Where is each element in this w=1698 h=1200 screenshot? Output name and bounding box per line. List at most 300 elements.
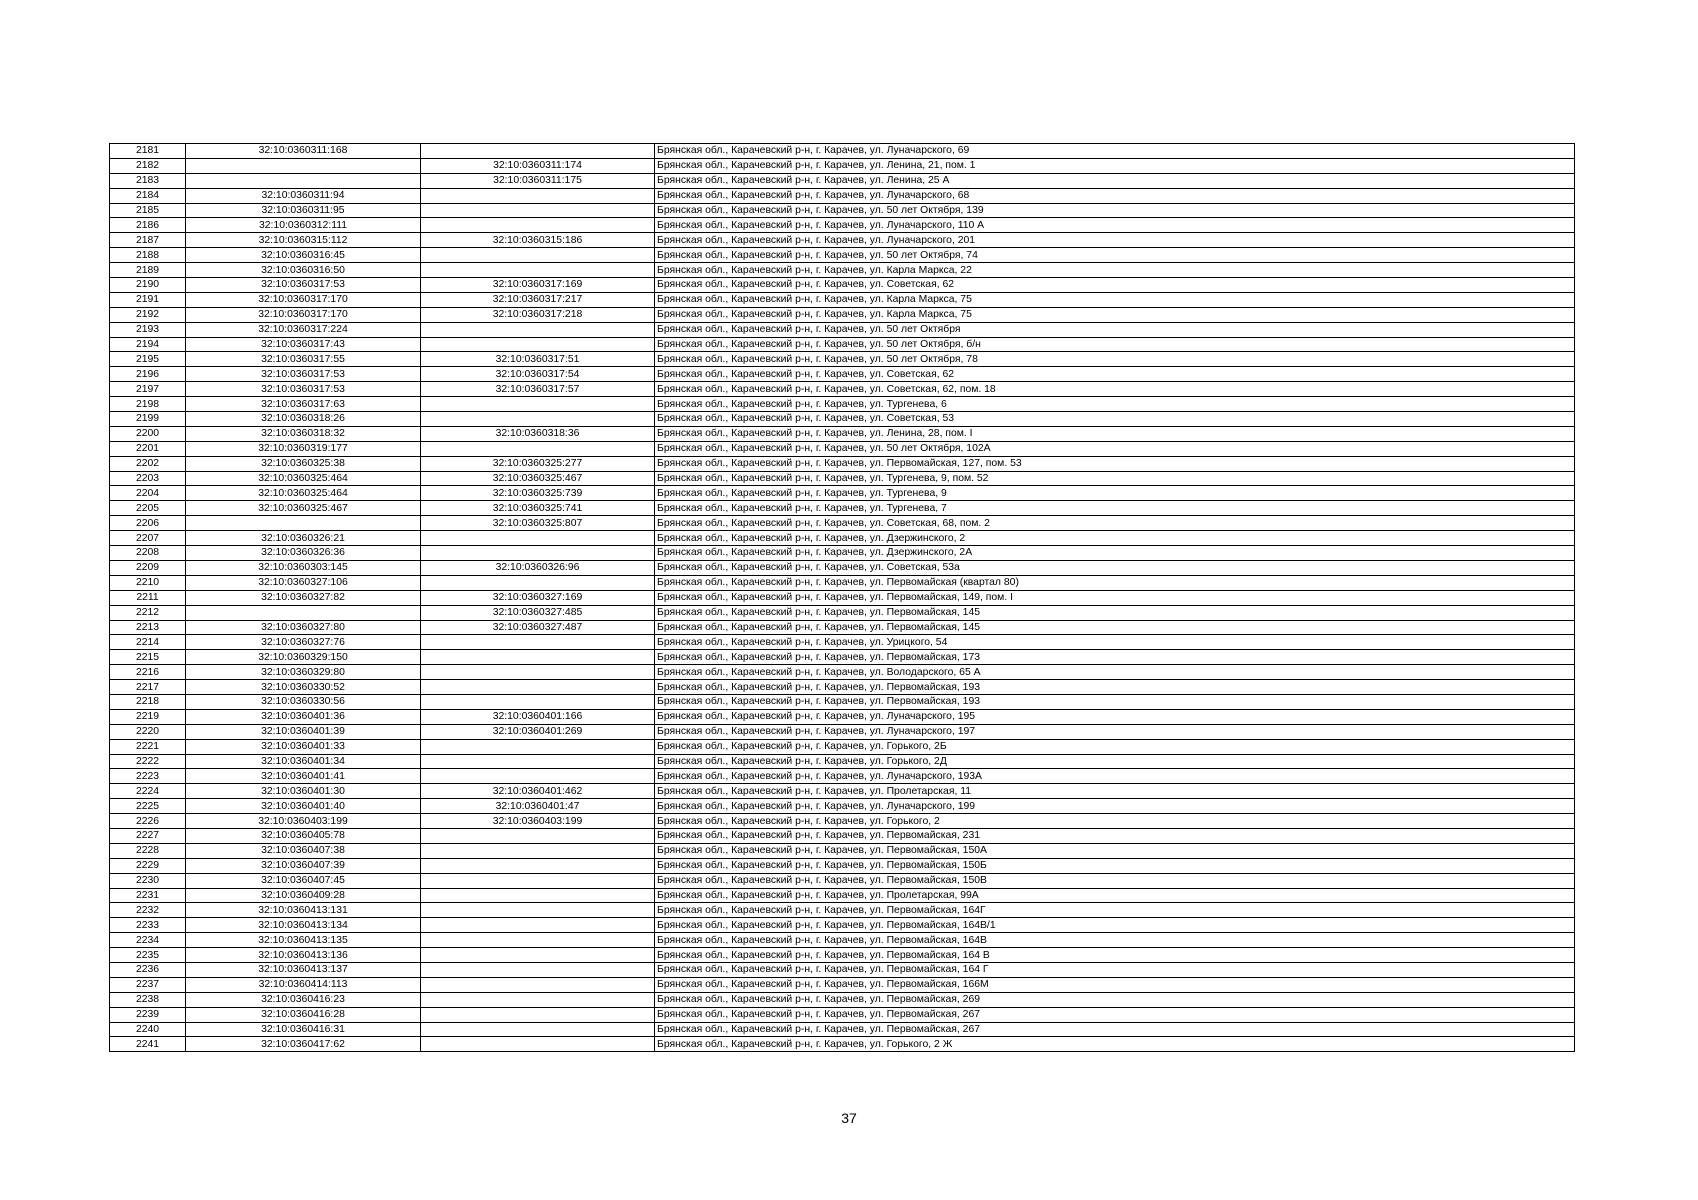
address-cell: Брянская обл., Карачевский р-н, г. Карачев, ул. Советская, 68, пом. 2 [655, 516, 1575, 531]
building-cadastral-number-cell [421, 412, 655, 427]
land-cadastral-number-cell: 32:10:0360416:23 [186, 992, 421, 1007]
land-cadastral-number-cell: 32:10:0360403:199 [186, 814, 421, 829]
address-cell: Брянская обл., Карачевский р-н, г. Карачев, ул. Ленина, 21, пом. 1 [655, 158, 1575, 173]
row-number-cell: 2199 [110, 412, 186, 427]
land-cadastral-number-cell: 32:10:0360317:53 [186, 278, 421, 293]
building-cadastral-number-cell: 32:10:0360327:487 [421, 620, 655, 635]
building-cadastral-number-cell [421, 948, 655, 963]
building-cadastral-number-cell [421, 531, 655, 546]
building-cadastral-number-cell [421, 322, 655, 337]
table-row [110, 382, 1575, 397]
land-cadastral-number-cell: 32:10:0360317:53 [186, 367, 421, 382]
building-cadastral-number-cell: 32:10:0360325:277 [421, 456, 655, 471]
row-number-cell: 2218 [110, 694, 186, 709]
table-row [110, 248, 1575, 263]
land-cadastral-number-cell: 32:10:0360316:50 [186, 263, 421, 278]
row-number-cell: 2210 [110, 575, 186, 590]
table-row [110, 501, 1575, 516]
building-cadastral-number-cell [421, 575, 655, 590]
land-cadastral-number-cell: 32:10:0360311:168 [186, 144, 421, 159]
row-number-cell: 2212 [110, 605, 186, 620]
building-cadastral-number-cell [421, 754, 655, 769]
address-cell: Брянская обл., Карачевский р-н, г. Карачев, ул. Советская, 62, пом. 18 [655, 382, 1575, 397]
row-number-cell: 2204 [110, 486, 186, 501]
land-cadastral-number-cell: 32:10:0360311:94 [186, 188, 421, 203]
address-cell: Брянская обл., Карачевский р-н, г. Карачев, ул. Советская, 62 [655, 278, 1575, 293]
building-cadastral-number-cell [421, 144, 655, 159]
table-row [110, 516, 1575, 531]
building-cadastral-number-cell [421, 843, 655, 858]
table-row [110, 1007, 1575, 1022]
registry-table [109, 143, 1575, 1052]
building-cadastral-number-cell: 32:10:0360403:199 [421, 814, 655, 829]
table-row [110, 903, 1575, 918]
building-cadastral-number-cell: 32:10:0360327:485 [421, 605, 655, 620]
row-number-cell: 2196 [110, 367, 186, 382]
row-number-cell: 2228 [110, 843, 186, 858]
address-cell: Брянская обл., Карачевский р-н, г. Карачев, ул. 50 лет Октября, 78 [655, 352, 1575, 367]
land-cadastral-number-cell: 32:10:0360317:43 [186, 337, 421, 352]
land-cadastral-number-cell: 32:10:0360401:33 [186, 739, 421, 754]
table-row [110, 173, 1575, 188]
address-cell: Брянская обл., Карачевский р-н, г. Карачев, ул. Горького, 2Б [655, 739, 1575, 754]
row-number-cell: 2183 [110, 173, 186, 188]
building-cadastral-number-cell: 32:10:0360401:47 [421, 799, 655, 814]
table-row [110, 843, 1575, 858]
row-number-cell: 2224 [110, 784, 186, 799]
land-cadastral-number-cell: 32:10:0360330:52 [186, 680, 421, 695]
land-cadastral-number-cell: 32:10:0360326:36 [186, 546, 421, 561]
row-number-cell: 2187 [110, 233, 186, 248]
building-cadastral-number-cell [421, 977, 655, 992]
land-cadastral-number-cell: 32:10:0360325:467 [186, 501, 421, 516]
land-cadastral-number-cell [186, 516, 421, 531]
land-cadastral-number-cell: 32:10:0360401:41 [186, 769, 421, 784]
row-number-cell: 2237 [110, 977, 186, 992]
land-cadastral-number-cell: 32:10:0360413:134 [186, 918, 421, 933]
building-cadastral-number-cell: 32:10:0360327:169 [421, 590, 655, 605]
building-cadastral-number-cell: 32:10:0360318:36 [421, 426, 655, 441]
land-cadastral-number-cell: 32:10:0360327:106 [186, 575, 421, 590]
address-cell: Брянская обл., Карачевский р-н, г. Карачев, ул. Первомайская, 164 В [655, 948, 1575, 963]
building-cadastral-number-cell: 32:10:0360317:54 [421, 367, 655, 382]
land-cadastral-number-cell: 32:10:0360417:62 [186, 1037, 421, 1052]
row-number-cell: 2216 [110, 665, 186, 680]
land-cadastral-number-cell: 32:10:0360327:76 [186, 635, 421, 650]
row-number-cell: 2201 [110, 441, 186, 456]
table-row [110, 650, 1575, 665]
building-cadastral-number-cell [421, 1037, 655, 1052]
table-row [110, 918, 1575, 933]
address-cell: Брянская обл., Карачевский р-н, г. Карачев, ул. Луначарского, 110 А [655, 218, 1575, 233]
row-number-cell: 2226 [110, 814, 186, 829]
building-cadastral-number-cell: 32:10:0360317:51 [421, 352, 655, 367]
address-cell: Брянская обл., Карачевский р-н, г. Карачев, ул. Первомайская, 166М [655, 977, 1575, 992]
address-cell: Брянская обл., Карачевский р-н, г. Карачев, ул. Урицкого, 54 [655, 635, 1575, 650]
table-row [110, 144, 1575, 159]
table-row [110, 218, 1575, 233]
land-cadastral-number-cell: 32:10:0360317:224 [186, 322, 421, 337]
address-cell: Брянская обл., Карачевский р-н, г. Карачев, ул. Тургенева, 7 [655, 501, 1575, 516]
row-number-cell: 2238 [110, 992, 186, 1007]
land-cadastral-number-cell: 32:10:0360405:78 [186, 828, 421, 843]
table-row [110, 769, 1575, 784]
building-cadastral-number-cell [421, 1007, 655, 1022]
address-cell: Брянская обл., Карачевский р-н, г. Карачев, ул. Карла Маркса, 75 [655, 292, 1575, 307]
table-row [110, 784, 1575, 799]
row-number-cell: 2232 [110, 903, 186, 918]
row-number-cell: 2220 [110, 724, 186, 739]
row-number-cell: 2191 [110, 292, 186, 307]
address-cell: Брянская обл., Карачевский р-н, г. Карачев, ул. Тургенева, 9 [655, 486, 1575, 501]
row-number-cell: 2203 [110, 471, 186, 486]
row-number-cell: 2202 [110, 456, 186, 471]
table-row [110, 694, 1575, 709]
address-cell: Брянская обл., Карачевский р-н, г. Карачев, ул. Первомайская, 164В/1 [655, 918, 1575, 933]
building-cadastral-number-cell [421, 858, 655, 873]
land-cadastral-number-cell: 32:10:0360329:150 [186, 650, 421, 665]
land-cadastral-number-cell: 32:10:0360318:32 [186, 426, 421, 441]
address-cell: Брянская обл., Карачевский р-н, г. Карачев, ул. Горького, 2 Ж [655, 1037, 1575, 1052]
address-cell: Брянская обл., Карачевский р-н, г. Карачев, ул. Первомайская, 193 [655, 694, 1575, 709]
land-cadastral-number-cell: 32:10:0360414:113 [186, 977, 421, 992]
address-cell: Брянская обл., Карачевский р-н, г. Карачев, ул. Первомайская (квартал 80) [655, 575, 1575, 590]
land-cadastral-number-cell: 32:10:0360317:53 [186, 382, 421, 397]
address-cell: Брянская обл., Карачевский р-н, г. Карачев, ул. Луначарского, 68 [655, 188, 1575, 203]
land-cadastral-number-cell: 32:10:0360413:131 [186, 903, 421, 918]
land-cadastral-number-cell: 32:10:0360327:82 [186, 590, 421, 605]
building-cadastral-number-cell: 32:10:0360317:169 [421, 278, 655, 293]
land-cadastral-number-cell: 32:10:0360329:80 [186, 665, 421, 680]
address-cell: Брянская обл., Карачевский р-н, г. Карачев, ул. Первомайская, 164Г [655, 903, 1575, 918]
building-cadastral-number-cell [421, 218, 655, 233]
table-row [110, 203, 1575, 218]
land-cadastral-number-cell: 32:10:0360325:464 [186, 486, 421, 501]
building-cadastral-number-cell: 32:10:0360315:186 [421, 233, 655, 248]
address-cell: Брянская обл., Карачевский р-н, г. Карачев, ул. Тургенева, 9, пом. 52 [655, 471, 1575, 486]
row-number-cell: 2193 [110, 322, 186, 337]
address-cell: Брянская обл., Карачевский р-н, г. Карачев, ул. 50 лет Октября [655, 322, 1575, 337]
building-cadastral-number-cell [421, 888, 655, 903]
table-row [110, 456, 1575, 471]
address-cell: Брянская обл., Карачевский р-н, г. Карачев, ул. Советская, 53 [655, 412, 1575, 427]
table-row [110, 635, 1575, 650]
address-cell: Брянская обл., Карачевский р-н, г. Карачев, ул. 50 лет Октября, 102А [655, 441, 1575, 456]
building-cadastral-number-cell: 32:10:0360325:467 [421, 471, 655, 486]
land-cadastral-number-cell: 32:10:0360303:145 [186, 560, 421, 575]
building-cadastral-number-cell: 32:10:0360311:174 [421, 158, 655, 173]
address-cell: Брянская обл., Карачевский р-н, г. Карачев, ул. Первомайская, 145 [655, 620, 1575, 635]
building-cadastral-number-cell: 32:10:0360325:739 [421, 486, 655, 501]
table-row [110, 754, 1575, 769]
table-row [110, 292, 1575, 307]
building-cadastral-number-cell [421, 635, 655, 650]
address-cell: Брянская обл., Карачевский р-н, г. Карачев, ул. Первомайская, 267 [655, 1007, 1575, 1022]
table-row [110, 575, 1575, 590]
land-cadastral-number-cell: 32:10:0360319:177 [186, 441, 421, 456]
address-cell: Брянская обл., Карачевский р-н, г. Карачев, ул. Тургенева, 6 [655, 397, 1575, 412]
address-cell: Брянская обл., Карачевский р-н, г. Карачев, ул. Ленина, 25 А [655, 173, 1575, 188]
building-cadastral-number-cell: 32:10:0360317:217 [421, 292, 655, 307]
land-cadastral-number-cell: 32:10:0360401:30 [186, 784, 421, 799]
row-number-cell: 2229 [110, 858, 186, 873]
land-cadastral-number-cell: 32:10:0360413:137 [186, 962, 421, 977]
table-row [110, 322, 1575, 337]
table-row [110, 233, 1575, 248]
table-row [110, 412, 1575, 427]
land-cadastral-number-cell: 32:10:0360317:170 [186, 292, 421, 307]
building-cadastral-number-cell [421, 546, 655, 561]
table-row [110, 397, 1575, 412]
building-cadastral-number-cell [421, 918, 655, 933]
row-number-cell: 2241 [110, 1037, 186, 1052]
row-number-cell: 2207 [110, 531, 186, 546]
row-number-cell: 2225 [110, 799, 186, 814]
table-row [110, 962, 1575, 977]
address-cell: Брянская обл., Карачевский р-н, г. Карачев, ул. Первомайская, 269 [655, 992, 1575, 1007]
table-row [110, 546, 1575, 561]
table-row [110, 680, 1575, 695]
land-cadastral-number-cell [186, 605, 421, 620]
table-row [110, 1037, 1575, 1052]
table-row [110, 307, 1575, 322]
address-cell: Брянская обл., Карачевский р-н, г. Карачев, ул. Дзержинского, 2 [655, 531, 1575, 546]
building-cadastral-number-cell [421, 441, 655, 456]
address-cell: Брянская обл., Карачевский р-н, г. Карачев, ул. Первомайская, 173 [655, 650, 1575, 665]
table-row [110, 352, 1575, 367]
row-number-cell: 2211 [110, 590, 186, 605]
row-number-cell: 2223 [110, 769, 186, 784]
building-cadastral-number-cell [421, 903, 655, 918]
registry-table-body [110, 144, 1575, 1052]
page-number: 37 [841, 1110, 857, 1126]
address-cell: Брянская обл., Карачевский р-н, г. Карачев, ул. Первомайская, 145 [655, 605, 1575, 620]
row-number-cell: 2200 [110, 426, 186, 441]
building-cadastral-number-cell: 32:10:0360401:269 [421, 724, 655, 739]
row-number-cell: 2213 [110, 620, 186, 635]
address-cell: Брянская обл., Карачевский р-н, г. Карачев, ул. Первомайская, 231 [655, 828, 1575, 843]
land-cadastral-number-cell: 32:10:0360409:28 [186, 888, 421, 903]
building-cadastral-number-cell [421, 992, 655, 1007]
building-cadastral-number-cell [421, 650, 655, 665]
address-cell: Брянская обл., Карачевский р-н, г. Карачев, ул. Карла Маркса, 22 [655, 263, 1575, 278]
address-cell: Брянская обл., Карачевский р-н, г. Карачев, ул. Карла Маркса, 75 [655, 307, 1575, 322]
address-cell: Брянская обл., Карачевский р-н, г. Карачев, ул. Луначарского, 69 [655, 144, 1575, 159]
land-cadastral-number-cell: 32:10:0360416:28 [186, 1007, 421, 1022]
land-cadastral-number-cell: 32:10:0360407:38 [186, 843, 421, 858]
land-cadastral-number-cell: 32:10:0360311:95 [186, 203, 421, 218]
table-row [110, 888, 1575, 903]
building-cadastral-number-cell [421, 739, 655, 754]
building-cadastral-number-cell [421, 873, 655, 888]
row-number-cell: 2192 [110, 307, 186, 322]
row-number-cell: 2231 [110, 888, 186, 903]
address-cell: Брянская обл., Карачевский р-н, г. Карачев, ул. Дзержинского, 2А [655, 546, 1575, 561]
table-row [110, 665, 1575, 680]
table-row [110, 560, 1575, 575]
address-cell: Брянская обл., Карачевский р-н, г. Карачев, ул. Горького, 2 [655, 814, 1575, 829]
row-number-cell: 2219 [110, 709, 186, 724]
building-cadastral-number-cell [421, 203, 655, 218]
building-cadastral-number-cell [421, 665, 655, 680]
building-cadastral-number-cell [421, 962, 655, 977]
land-cadastral-number-cell: 32:10:0360312:111 [186, 218, 421, 233]
building-cadastral-number-cell [421, 1022, 655, 1037]
table-row [110, 992, 1575, 1007]
land-cadastral-number-cell: 32:10:0360317:170 [186, 307, 421, 322]
address-cell: Брянская обл., Карачевский р-н, г. Карачев, ул. Луначарского, 197 [655, 724, 1575, 739]
address-cell: Брянская обл., Карачевский р-н, г. Карачев, ул. Первомайская, 149, пом. I [655, 590, 1575, 605]
address-cell: Брянская обл., Карачевский р-н, г. Карачев, ул. Луначарского, 201 [655, 233, 1575, 248]
building-cadastral-number-cell [421, 397, 655, 412]
address-cell: Брянская обл., Карачевский р-н, г. Карачев, ул. Первомайская, 150А [655, 843, 1575, 858]
building-cadastral-number-cell [421, 248, 655, 263]
building-cadastral-number-cell [421, 263, 655, 278]
table-row [110, 426, 1575, 441]
table-row [110, 858, 1575, 873]
table-row [110, 739, 1575, 754]
row-number-cell: 2234 [110, 933, 186, 948]
address-cell: Брянская обл., Карачевский р-н, г. Карачев, ул. Луначарского, 195 [655, 709, 1575, 724]
table-row [110, 188, 1575, 203]
land-cadastral-number-cell: 32:10:0360401:39 [186, 724, 421, 739]
row-number-cell: 2208 [110, 546, 186, 561]
table-row [110, 531, 1575, 546]
table-row [110, 1022, 1575, 1037]
row-number-cell: 2217 [110, 680, 186, 695]
address-cell: Брянская обл., Карачевский р-н, г. Карачев, ул. Пролетарская, 99А [655, 888, 1575, 903]
row-number-cell: 2206 [110, 516, 186, 531]
row-number-cell: 2221 [110, 739, 186, 754]
land-cadastral-number-cell: 32:10:0360401:34 [186, 754, 421, 769]
table-row [110, 933, 1575, 948]
land-cadastral-number-cell: 32:10:0360315:112 [186, 233, 421, 248]
address-cell: Брянская обл., Карачевский р-н, г. Карачев, ул. Первомайская, 193 [655, 680, 1575, 695]
address-cell: Брянская обл., Карачевский р-н, г. Карачев, ул. 50 лет Октября, 139 [655, 203, 1575, 218]
row-number-cell: 2240 [110, 1022, 186, 1037]
table-row [110, 814, 1575, 829]
table-row [110, 441, 1575, 456]
table-row [110, 948, 1575, 963]
building-cadastral-number-cell: 32:10:0360325:741 [421, 501, 655, 516]
table-row [110, 620, 1575, 635]
building-cadastral-number-cell: 32:10:0360311:175 [421, 173, 655, 188]
land-cadastral-number-cell: 32:10:0360407:45 [186, 873, 421, 888]
row-number-cell: 2186 [110, 218, 186, 233]
table-row [110, 471, 1575, 486]
address-cell: Брянская обл., Карачевский р-н, г. Карачев, ул. Первомайская, 164 Г [655, 962, 1575, 977]
table-row [110, 590, 1575, 605]
land-cadastral-number-cell: 32:10:0360416:31 [186, 1022, 421, 1037]
row-number-cell: 2195 [110, 352, 186, 367]
table-row [110, 263, 1575, 278]
land-cadastral-number-cell: 32:10:0360325:38 [186, 456, 421, 471]
land-cadastral-number-cell: 32:10:0360325:464 [186, 471, 421, 486]
row-number-cell: 2190 [110, 278, 186, 293]
row-number-cell: 2236 [110, 962, 186, 977]
land-cadastral-number-cell: 32:10:0360316:45 [186, 248, 421, 263]
land-cadastral-number-cell: 32:10:0360318:26 [186, 412, 421, 427]
land-cadastral-number-cell [186, 158, 421, 173]
address-cell: Брянская обл., Карачевский р-н, г. Карачев, ул. Советская, 62 [655, 367, 1575, 382]
row-number-cell: 2222 [110, 754, 186, 769]
row-number-cell: 2215 [110, 650, 186, 665]
row-number-cell: 2239 [110, 1007, 186, 1022]
row-number-cell: 2184 [110, 188, 186, 203]
building-cadastral-number-cell [421, 933, 655, 948]
address-cell: Брянская обл., Карачевский р-н, г. Карачев, ул. Первомайская, 164В [655, 933, 1575, 948]
row-number-cell: 2185 [110, 203, 186, 218]
address-cell: Брянская обл., Карачевский р-н, г. Карачев, ул. Луначарского, 199 [655, 799, 1575, 814]
land-cadastral-number-cell: 32:10:0360413:136 [186, 948, 421, 963]
row-number-cell: 2181 [110, 144, 186, 159]
land-cadastral-number-cell: 32:10:0360317:55 [186, 352, 421, 367]
row-number-cell: 2214 [110, 635, 186, 650]
address-cell: Брянская обл., Карачевский р-н, г. Карачев, ул. Пролетарская, 11 [655, 784, 1575, 799]
row-number-cell: 2205 [110, 501, 186, 516]
row-number-cell: 2198 [110, 397, 186, 412]
building-cadastral-number-cell [421, 337, 655, 352]
row-number-cell: 2233 [110, 918, 186, 933]
address-cell: Брянская обл., Карачевский р-н, г. Карачев, ул. Володарского, 65 А [655, 665, 1575, 680]
building-cadastral-number-cell [421, 680, 655, 695]
address-cell: Брянская обл., Карачевский р-н, г. Карачев, ул. Луначарского, 193А [655, 769, 1575, 784]
address-cell: Брянская обл., Карачевский р-н, г. Карачев, ул. Ленина, 28, пом. I [655, 426, 1575, 441]
table-row [110, 724, 1575, 739]
row-number-cell: 2189 [110, 263, 186, 278]
address-cell: Брянская обл., Карачевский р-н, г. Карачев, ул. Первомайская, 267 [655, 1022, 1575, 1037]
address-cell: Брянская обл., Карачевский р-н, г. Карачев, ул. 50 лет Октября, 74 [655, 248, 1575, 263]
table-row [110, 709, 1575, 724]
row-number-cell: 2227 [110, 828, 186, 843]
land-cadastral-number-cell: 32:10:0360326:21 [186, 531, 421, 546]
land-cadastral-number-cell [186, 173, 421, 188]
row-number-cell: 2194 [110, 337, 186, 352]
table-row [110, 873, 1575, 888]
land-cadastral-number-cell: 32:10:0360317:63 [186, 397, 421, 412]
building-cadastral-number-cell [421, 694, 655, 709]
land-cadastral-number-cell: 32:10:0360401:36 [186, 709, 421, 724]
row-number-cell: 2188 [110, 248, 186, 263]
building-cadastral-number-cell [421, 769, 655, 784]
table-row [110, 158, 1575, 173]
land-cadastral-number-cell: 32:10:0360330:56 [186, 694, 421, 709]
table-row [110, 828, 1575, 843]
land-cadastral-number-cell: 32:10:0360401:40 [186, 799, 421, 814]
address-cell: Брянская обл., Карачевский р-н, г. Карачев, ул. 50 лет Октября, б/н [655, 337, 1575, 352]
building-cadastral-number-cell: 32:10:0360401:166 [421, 709, 655, 724]
building-cadastral-number-cell: 32:10:0360317:218 [421, 307, 655, 322]
address-cell: Брянская обл., Карачевский р-н, г. Карачев, ул. Советская, 53а [655, 560, 1575, 575]
land-cadastral-number-cell: 32:10:0360327:80 [186, 620, 421, 635]
row-number-cell: 2235 [110, 948, 186, 963]
address-cell: Брянская обл., Карачевский р-н, г. Карачев, ул. Первомайская, 150В [655, 873, 1575, 888]
row-number-cell: 2182 [110, 158, 186, 173]
building-cadastral-number-cell: 32:10:0360326:96 [421, 560, 655, 575]
address-cell: Брянская обл., Карачевский р-н, г. Карачев, ул. Горького, 2Д [655, 754, 1575, 769]
table-row [110, 605, 1575, 620]
building-cadastral-number-cell: 32:10:0360325:807 [421, 516, 655, 531]
table-row [110, 337, 1575, 352]
table-row [110, 367, 1575, 382]
building-cadastral-number-cell: 32:10:0360317:57 [421, 382, 655, 397]
land-cadastral-number-cell: 32:10:0360413:135 [186, 933, 421, 948]
table-row [110, 977, 1575, 992]
address-cell: Брянская обл., Карачевский р-н, г. Карачев, ул. Первомайская, 150Б [655, 858, 1575, 873]
table-row [110, 799, 1575, 814]
land-cadastral-number-cell: 32:10:0360407:39 [186, 858, 421, 873]
row-number-cell: 2230 [110, 873, 186, 888]
